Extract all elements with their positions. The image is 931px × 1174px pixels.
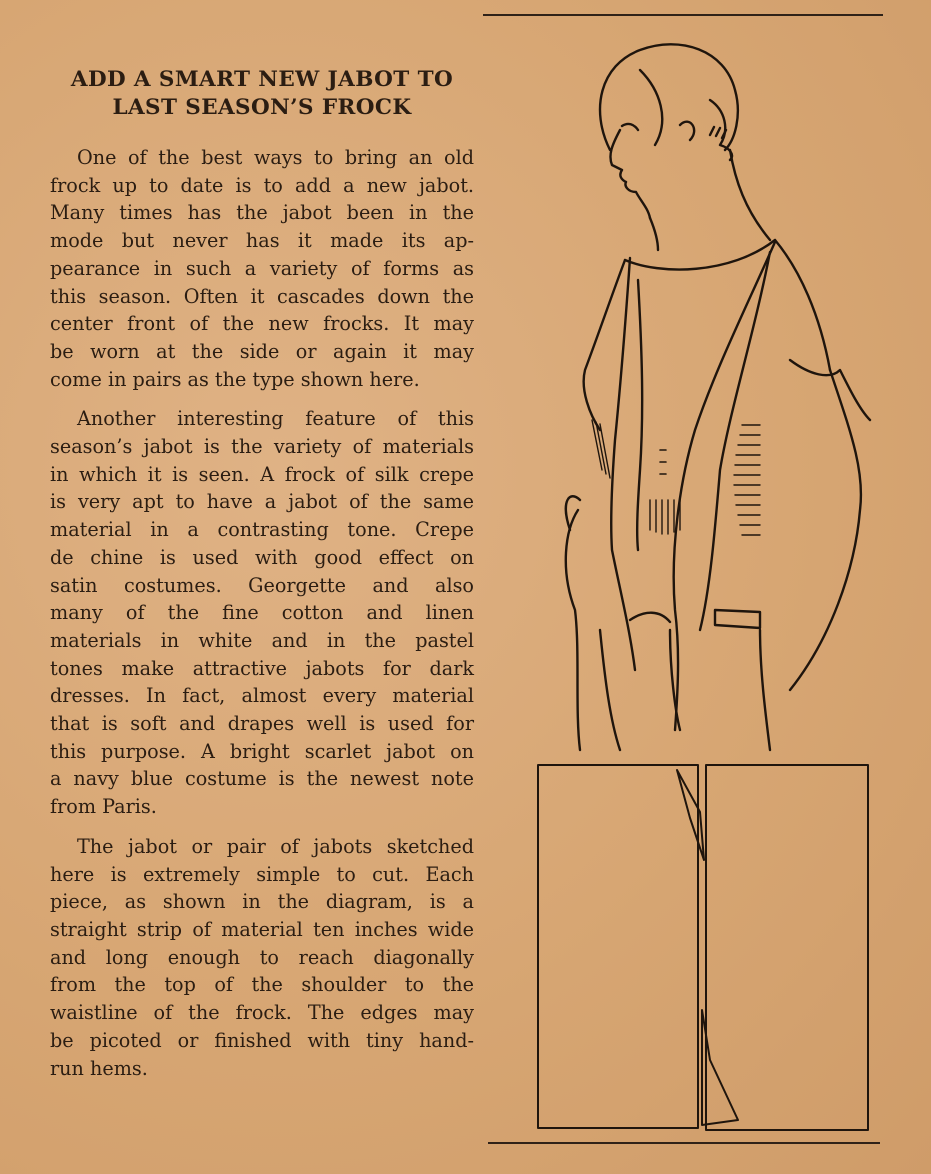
text-line: season’s jabot is the variety of materials (50, 435, 474, 459)
woman-in-frock-illustration (530, 30, 890, 750)
text-line: be picoted or finished with tiny hand- (50, 1028, 474, 1052)
left-jabot-inner (637, 280, 642, 550)
left-hand (566, 496, 580, 530)
neck-back (730, 150, 770, 240)
text-line: this season. Often it cascades down the (50, 284, 474, 308)
text-line: and long enough to reach diagonally (50, 945, 474, 969)
article-title (50, 66, 474, 122)
bottom-rule (488, 1142, 880, 1144)
text-line: The jabot or pair of jabots sketched (77, 834, 474, 858)
text-line: from Paris. (50, 795, 157, 819)
text-line: pearance in such a variety of forms as (50, 256, 474, 280)
text-line: tones make attractive jabots for dark (50, 656, 474, 680)
waist-band-right (715, 610, 760, 628)
jabot-cutting-diagram (530, 760, 875, 1135)
text-line: in which it is seen. A frock of silk crepe (50, 462, 474, 486)
text-line: material in a contrasting tone. Crepe (50, 518, 474, 542)
diagram-bottom-diagonal (702, 1010, 738, 1125)
article-paragraph (50, 405, 474, 821)
text-line: Many times has the jabot been in the (50, 201, 474, 225)
text-line: be worn at the side or again it may (50, 339, 474, 363)
center-jabot-edge (700, 252, 770, 630)
right-shoulder (775, 240, 830, 370)
article-body (50, 144, 474, 1082)
text-line: from the top of the shoulder to the (50, 973, 474, 997)
text-line: Another interesting feature of this (77, 407, 474, 431)
pleat-hatching (592, 420, 760, 535)
diagram-top-diagonal (677, 770, 704, 860)
text-line: straight strip of material ten inches wide (50, 917, 474, 941)
text-line: materials in white and in the pastel (50, 628, 474, 652)
text-line: that is soft and drapes well is used for (50, 712, 474, 736)
face-profile (610, 130, 650, 218)
text-line: mode but never has it made its ap- (50, 229, 474, 253)
neckline (625, 240, 775, 270)
text-line: piece, as shown in the diagram, is a (50, 890, 474, 914)
left-arm (566, 510, 580, 750)
text-line: a navy blue costume is the newest note (50, 767, 474, 791)
text-line: waistline of the frock. The edges may (50, 1001, 474, 1025)
text-line: come in pairs as the type shown here. (50, 367, 420, 391)
left-jabot (611, 258, 635, 670)
title-line-1: ADD A SMART NEW JABOT TO (70, 67, 454, 92)
stitch-marks (660, 450, 666, 474)
text-line: One of the best ways to bring an old (77, 146, 474, 169)
text-line: is very apt to have a jabot of the same (50, 490, 474, 514)
ear-curls (710, 127, 726, 138)
hair-wave (640, 70, 662, 145)
text-line: dresses. In fact, almost every material (50, 684, 474, 708)
text-line: de chine is used with good effect on (50, 545, 474, 569)
text-line: here is extremely simple to cut. Each (50, 862, 474, 886)
diagram-right-panel (706, 765, 868, 1130)
title-line-2: LAST SEASON’S FROCK (112, 95, 412, 120)
diagram-left-panel (538, 765, 698, 1128)
right-arm (790, 370, 861, 690)
top-rule (483, 14, 883, 16)
eye (622, 124, 638, 130)
skirt-right (760, 630, 770, 750)
neck (650, 218, 658, 250)
ear (680, 122, 694, 140)
text-line: frock up to date is to add a new jabot. (50, 173, 474, 197)
text-line: this purpose. A bright scarlet jabot on (50, 739, 474, 763)
article-paragraph (50, 833, 474, 1082)
text-line: many of the fine cotton and linen (50, 601, 474, 625)
waist-band-left (630, 613, 670, 622)
text-line: run hems. (50, 1056, 148, 1080)
skirt-left (600, 630, 620, 750)
article (50, 66, 474, 1094)
text-line: satin costumes. Georgette and also (50, 573, 474, 597)
article-paragraph (50, 144, 474, 393)
text-line: center front of the new frocks. It may (50, 312, 474, 336)
